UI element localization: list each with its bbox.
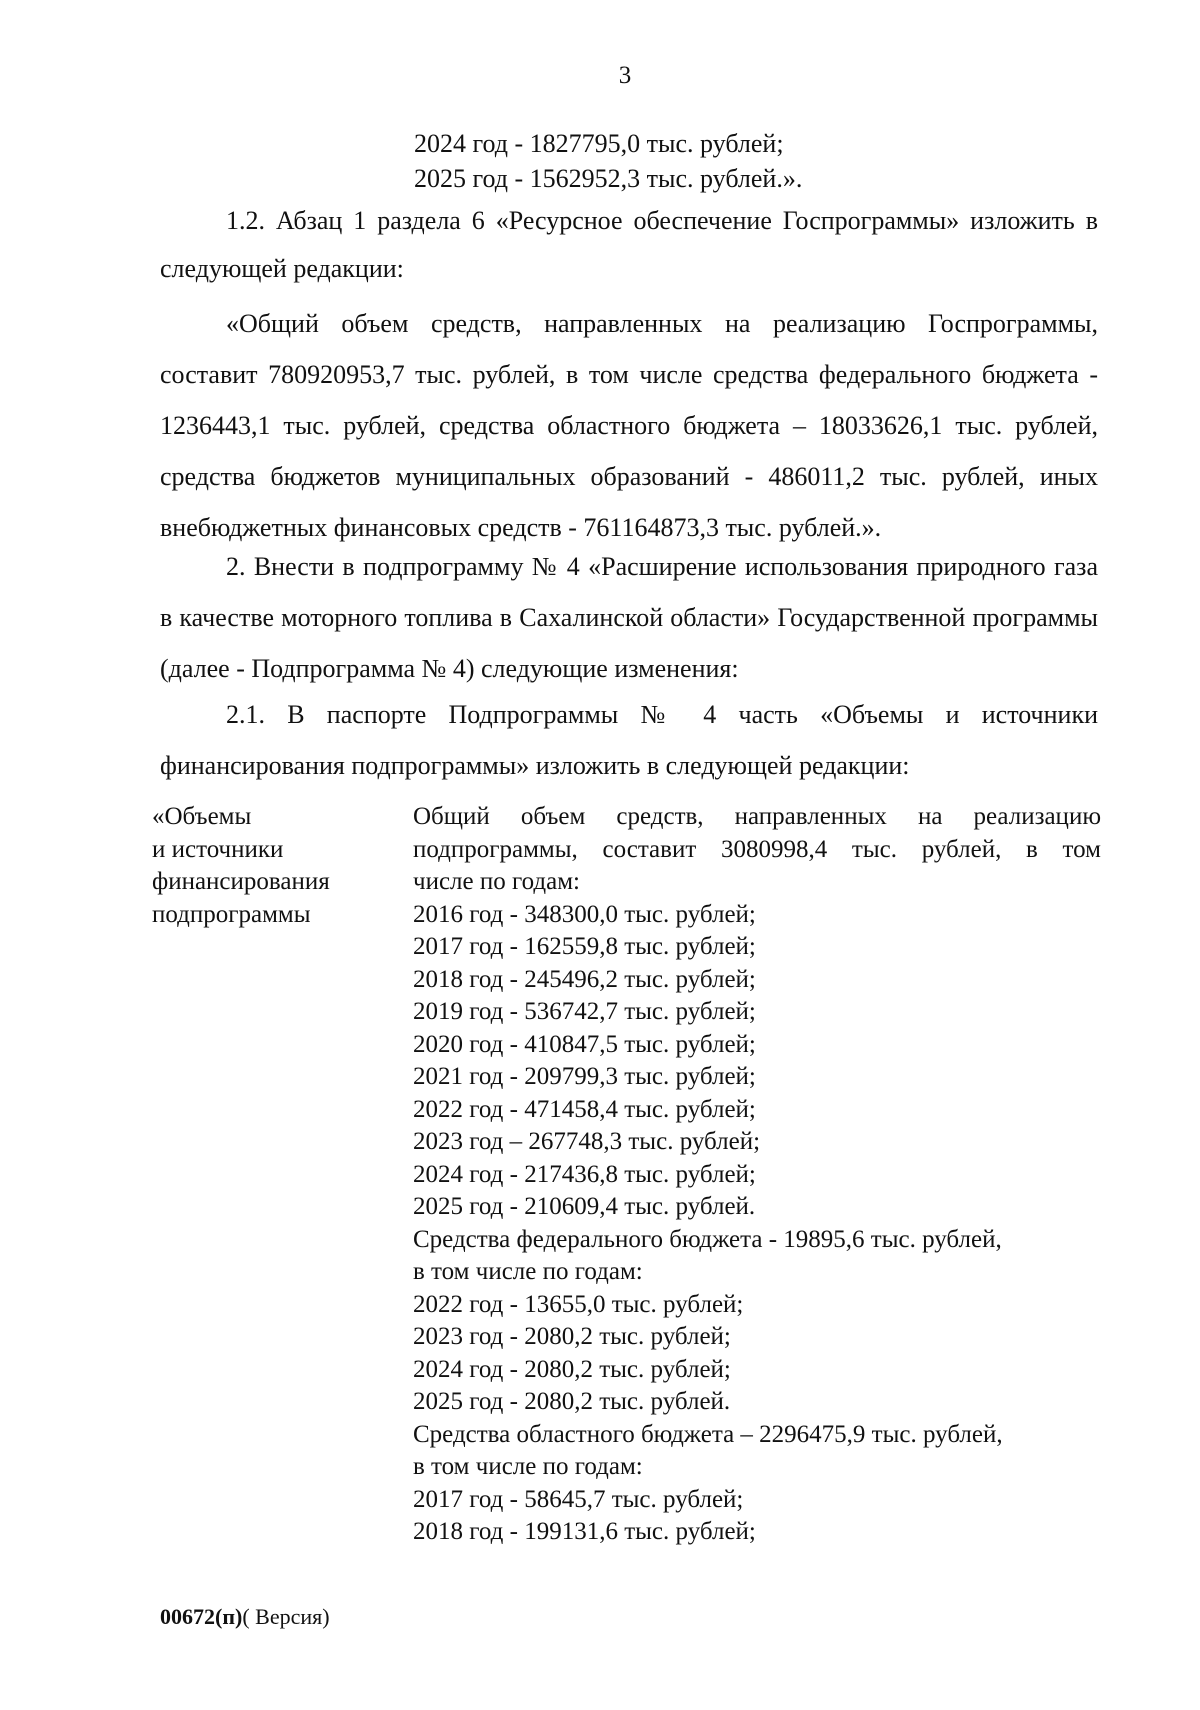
label-line: «Объемы bbox=[152, 803, 252, 830]
regional-year-line: 2017 год - 58645,7 тыс. рублей; bbox=[413, 1485, 744, 1513]
federal-year-line: 2025 год - 2080,2 тыс. рублей. bbox=[413, 1388, 731, 1415]
passport-content bbox=[413, 801, 1101, 1549]
label-line: финансирования bbox=[152, 868, 330, 895]
year-line: 2022 год - 471458,4 тыс. рублей; bbox=[413, 1095, 756, 1123]
regional-line: в том числе по годам: bbox=[413, 1453, 643, 1480]
federal-year-line: 2023 год - 2080,2 тыс. рублей; bbox=[413, 1323, 731, 1350]
page-number: 3 bbox=[618, 62, 632, 89]
year-line: 2023 год – 267748,3 тыс. рублей; bbox=[413, 1128, 761, 1155]
federal-year-line: 2024 год - 2080,2 тыс. рублей; bbox=[413, 1355, 731, 1383]
intro-line: Общий объем средств, направленных на реализацию bbox=[413, 803, 1101, 830]
passport-label bbox=[152, 801, 402, 931]
year-line: 2021 год - 209799,3 тыс. рублей; bbox=[413, 1063, 756, 1090]
federal-year-line: 2022 год - 13655,0 тыс. рублей; bbox=[413, 1290, 744, 1318]
federal-line: Средства федерального бюджета - 19895,6 тыс. рублей, bbox=[413, 1225, 1002, 1253]
continuation-line: 2025 год - 1562952,3 тыс. рублей.». bbox=[414, 164, 803, 193]
year-line: 2025 год - 210609,4 тыс. рублей. bbox=[413, 1193, 756, 1220]
paragraph-text: 2.1. В паспорте Подпрограммы № 4 часть «Объемы и источники финансирования подпрограммы» изложить в следующей редакции: bbox=[160, 700, 1098, 780]
intro-line: числе по годам: bbox=[413, 868, 580, 895]
label-line: и источники bbox=[152, 835, 284, 863]
intro-line: подпрограммы, составит 3080998,4 тыс. рублей, в том bbox=[413, 835, 1101, 863]
document-footer bbox=[160, 1604, 330, 1630]
year-line: 2017 год - 162559,8 тыс. рублей; bbox=[413, 933, 756, 960]
year-line: 2020 год - 410847,5 тыс. рублей; bbox=[413, 1030, 756, 1058]
year-line: 2024 год - 217436,8 тыс. рублей; bbox=[413, 1160, 756, 1188]
paragraph-1-2 bbox=[160, 197, 1098, 293]
paragraph-text: 1.2. Абзац 1 раздела 6 «Ресурсное обеспечение Госпрограммы» изложить в следующей редакции: bbox=[160, 206, 1098, 283]
paragraph-text: 2. Внести в подпрограмму № 4 «Расширение использования природного газа в качестве моторного топлива в Сахалинской области» Государственной программы (далее - Подпрограмма № 4) следующие изменения: bbox=[160, 552, 1098, 683]
document-code: 00672(п) bbox=[160, 1604, 243, 1629]
regional-year-line: 2018 год - 199131,6 тыс. рублей; bbox=[413, 1518, 756, 1545]
regional-line: Средства областного бюджета – 2296475,9 тыс. рублей, bbox=[413, 1420, 1003, 1448]
paragraph-2 bbox=[160, 541, 1098, 694]
document-version: ( Версия) bbox=[242, 1604, 330, 1629]
year-line: 2019 год - 536742,7 тыс. рублей; bbox=[413, 998, 756, 1025]
federal-line: в том числе по годам: bbox=[413, 1258, 643, 1285]
label-line: подпрограммы bbox=[152, 900, 311, 928]
paragraph-text: «Общий объем средств, направленных на реализацию Госпрограммы, составит 780920953,7 тыс. рублей, в том числе средства федерального бюджета - 1236443,1 тыс. рублей, средства областного бюджета – 18033626,1 тыс. рублей, средства бюджетов муниципальных образований - 486011,2 тыс. рублей, иных внебюджетных финансовых средств - 761164873,3 тыс. рублей.». bbox=[160, 309, 1098, 542]
year-line: 2016 год - 348300,0 тыс. рублей; bbox=[413, 900, 756, 928]
paragraph-2-1 bbox=[160, 689, 1098, 791]
year-line: 2018 год - 245496,2 тыс. рублей; bbox=[413, 965, 756, 993]
continuation-line: 2024 год - 1827795,0 тыс. рублей; bbox=[414, 129, 784, 158]
continuation-lines bbox=[414, 126, 802, 196]
paragraph-1-2-quote bbox=[160, 298, 1098, 553]
